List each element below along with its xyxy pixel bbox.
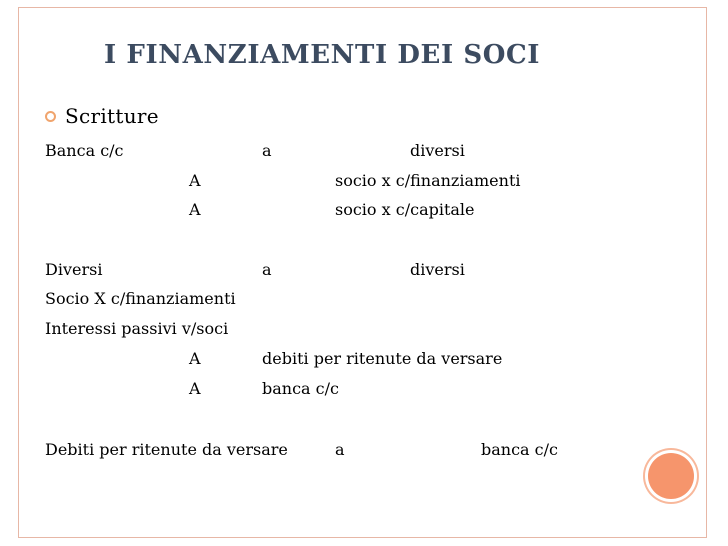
entry1-line2-a: A xyxy=(189,200,201,219)
entry2-debit2: Interessi passivi v/soci xyxy=(45,319,229,338)
entry1-line2-account: socio x c/capitale xyxy=(335,200,475,219)
entry2-debit1: Socio X c/finanziamenti xyxy=(45,289,236,308)
decorative-circle-icon xyxy=(648,453,694,499)
entry2-a: a xyxy=(262,260,272,279)
entry1-credit: diversi xyxy=(410,141,465,160)
entry2-line1-account: debiti per ritenute da versare xyxy=(262,349,503,368)
entry2-line2-a: A xyxy=(189,379,201,398)
bullet-item xyxy=(45,104,159,128)
entry2-line2-account: banca c/c xyxy=(262,379,339,398)
entry1-line1-a: A xyxy=(189,171,201,190)
bullet-ring-icon xyxy=(45,111,56,122)
entry2-debit: Diversi xyxy=(45,260,103,279)
entry2-credit: diversi xyxy=(410,260,465,279)
entry2-line1-a: A xyxy=(189,349,201,368)
entry3-credit: banca c/c xyxy=(481,440,558,459)
bullet-label: Scritture xyxy=(65,104,159,128)
entry1-a: a xyxy=(262,141,272,160)
entry1-line1-account: socio x c/finanziamenti xyxy=(335,171,521,190)
entry1-debit: Banca c/c xyxy=(45,141,124,160)
entry3-debit: Debiti per ritenute da versare xyxy=(45,440,288,459)
slide-title: I FINANZIAMENTI DEI SOCI xyxy=(104,40,541,70)
entry3-a: a xyxy=(335,440,345,459)
